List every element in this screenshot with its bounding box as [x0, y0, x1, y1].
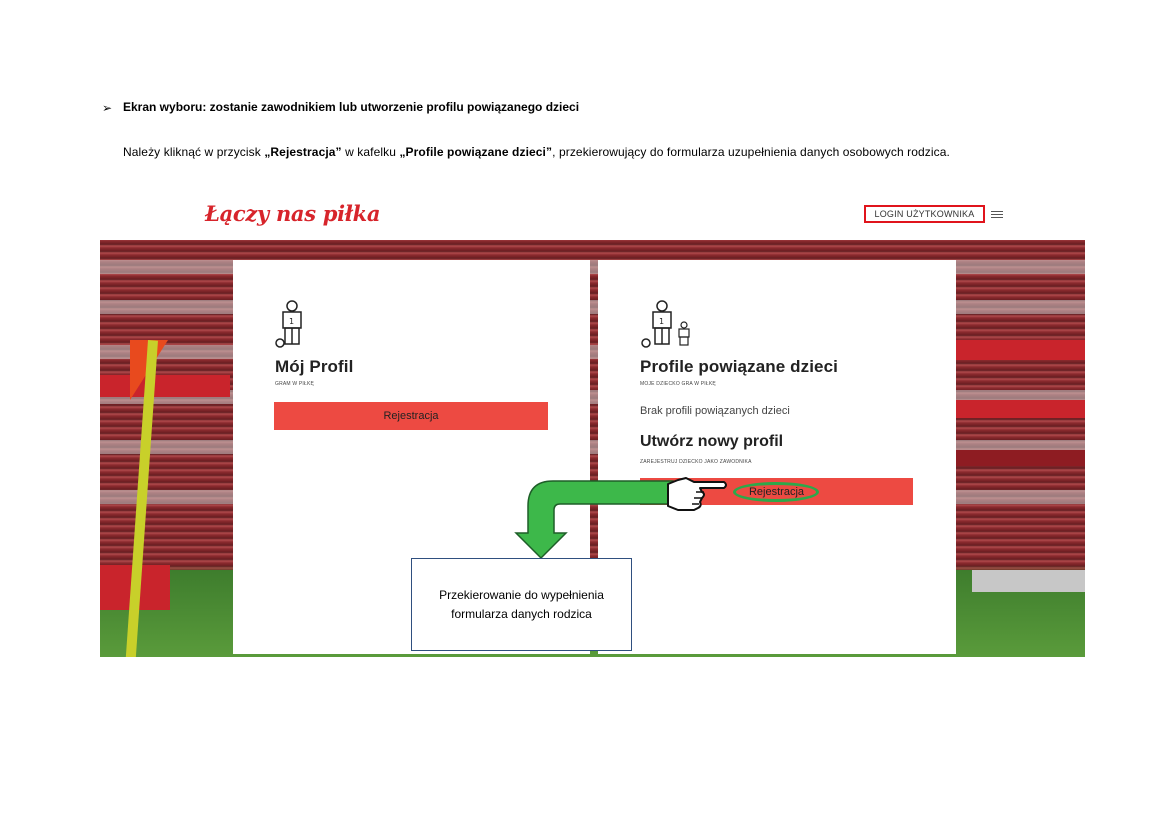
instruction-text-3: , przekierowujący do formularza uzupełnienia danych osobowych rodzica. — [552, 145, 950, 159]
site-logo[interactable]: Łączy nas piłka — [205, 201, 381, 226]
bullet-icon: ➢ — [102, 101, 113, 115]
my-profile-subtitle: GRAM W PIŁKĘ — [275, 381, 315, 387]
svg-text:1: 1 — [289, 317, 295, 326]
instruction-bold-1: „Rejestracja” — [264, 145, 342, 159]
instruction-bold-2: „Profile powiązane dzieci” — [399, 145, 553, 159]
instruction-paragraph — [123, 145, 950, 159]
linked-children-subtitle: MOJE DZIECKO GRA W PIŁKĘ — [640, 381, 716, 387]
svg-text:1: 1 — [659, 317, 665, 326]
section-heading: Ekran wyboru: zostanie zawodnikiem lub utworzenie profilu powiązanego dzieci — [123, 100, 580, 114]
create-profile-title: Utwórz nowy profil — [640, 433, 784, 450]
no-linked-profiles-text: Brak profili powiązanych dzieci — [640, 405, 790, 417]
redirect-callout — [411, 558, 632, 651]
redirect-arrow-icon — [508, 478, 678, 562]
instruction-text-1: Należy kliknąć w przycisk — [123, 145, 265, 159]
login-button[interactable]: LOGIN UŻYTKOWNIKA — [864, 205, 985, 223]
linked-children-register-button[interactable]: Rejestracja — [640, 478, 913, 505]
register-highlight-oval — [733, 482, 819, 502]
instruction-text-2: w kafelku — [341, 145, 400, 159]
linked-children-title: Profile powiązane dzieci — [640, 357, 838, 376]
pointing-hand-icon — [664, 474, 730, 514]
my-profile-register-button[interactable]: Rejestracja — [274, 402, 548, 430]
my-profile-title: Mój Profil — [275, 357, 354, 376]
callout-line-2: formularza danych rodzica — [451, 606, 592, 621]
callout-line-1: Przekierowanie do wypełnienia — [439, 587, 604, 602]
hamburger-menu-icon[interactable] — [991, 211, 1003, 220]
parent-child-icon — [640, 299, 696, 349]
create-profile-subtitle: ZAREJESTRUJ DZIECKO JAKO ZAWODNIKA — [640, 459, 752, 465]
player-icon — [274, 299, 310, 349]
